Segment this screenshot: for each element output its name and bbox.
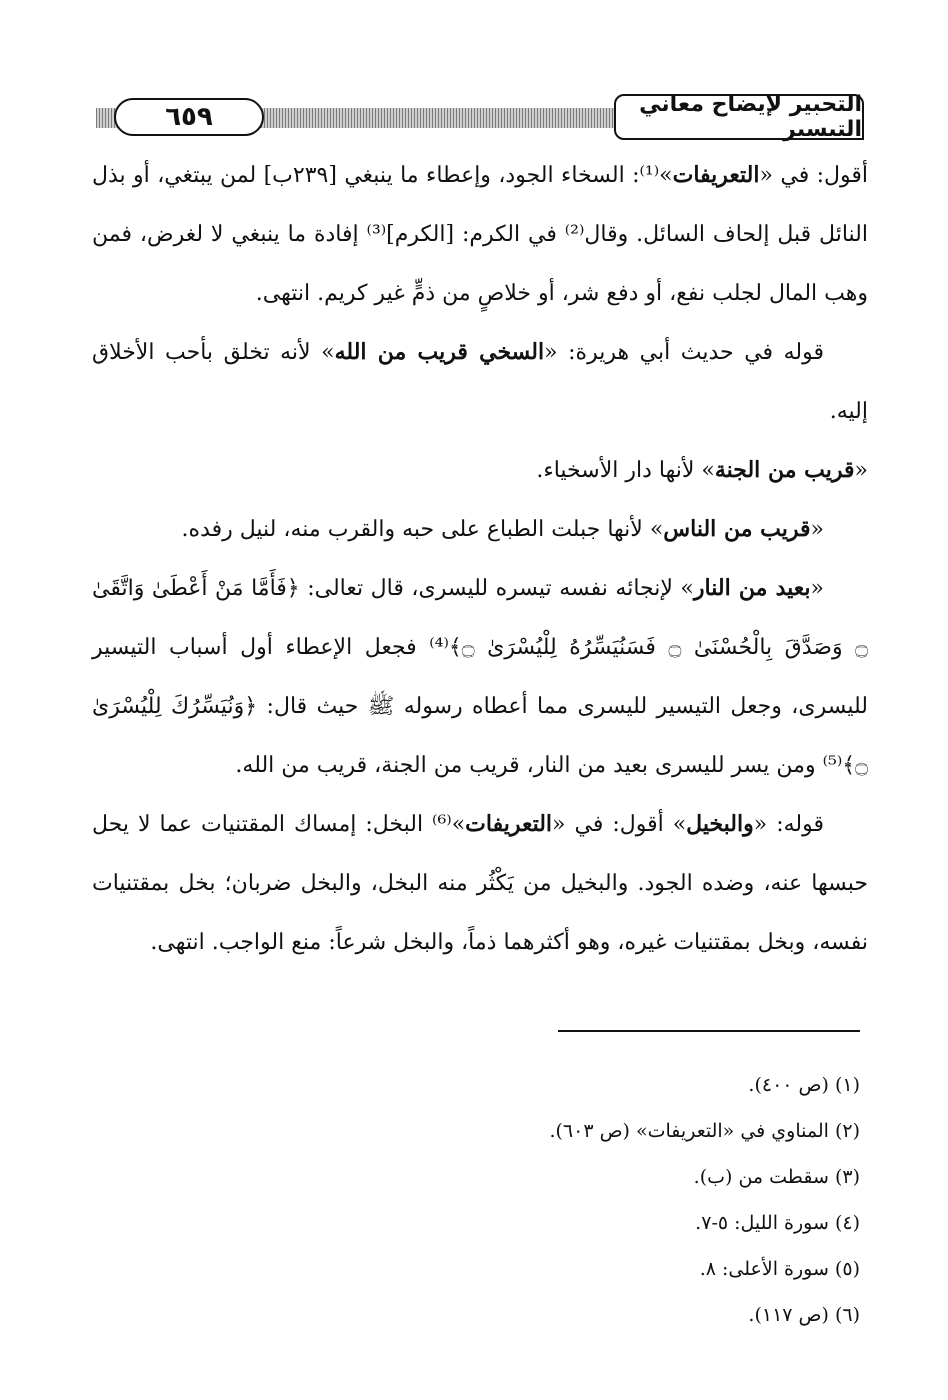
page-header — [96, 94, 864, 144]
quran-verse: ﴿وَنُيَسِّرُكَ لِلْيُسْرَىٰ ۝﴾ — [92, 694, 868, 778]
page-number: ٦٥٩ — [165, 102, 213, 132]
text-run: قوله: « — [753, 812, 824, 837]
paragraph-5 — [92, 559, 868, 795]
footnotes — [440, 1062, 860, 1338]
text-run: « — [810, 517, 824, 542]
paragraph-4 — [92, 500, 868, 559]
book-title: التحبير لإيضاح معاني التيسير — [639, 92, 862, 142]
book-title-frame — [614, 94, 864, 140]
text-run: » لإنجائه نفسه تيسره لليسرى، قال تعالى: — [299, 576, 694, 601]
text-run: »⁽¹⁾: السخاء الجود، وإعطاء ما ينبغي [٢٣٩ب] لمن يبتغي، أو بذل النائل قبل إلحاف السائل. وقال⁽²⁾ في الكرم: [الكرم]⁽³⁾ إفادة ما ينبغي لا لغرض، فمن وهب المال لجلب نفع، أو دفع شر، أو خلاصٍ من ذمٍّ غير كريم. انتهى. — [92, 163, 868, 306]
text-run: أقول: في « — [759, 163, 869, 188]
paragraph-2 — [92, 323, 868, 441]
text-run: « — [810, 576, 825, 601]
footnote-separator — [558, 1030, 860, 1032]
footnote-1: (١) (ص ٤٠٠). — [748, 1074, 860, 1096]
bold-term: التعريفات — [465, 811, 553, 837]
text-run: » أقول: في « — [552, 812, 687, 837]
bold-term: السخي قريب من الله — [334, 339, 545, 365]
footnote-4: (٤) سورة الليل: ٥-٧. — [695, 1212, 860, 1234]
footnote-3: (٣) سقطت من (ب). — [693, 1166, 860, 1188]
text-run: قوله في حديث أبي هريرة: « — [544, 340, 825, 365]
footnote-6: (٦) (ص ١١٧). — [748, 1304, 860, 1326]
paragraph-3 — [92, 441, 868, 500]
text-run: ⁽⁴⁾ فجعل الإعطاء أول أسباب التيسير لليسرى، وجعل التيسير لليسرى مما أعطاه رسوله ﷺ حيث قال: — [92, 635, 868, 719]
main-text — [92, 146, 868, 972]
footnote-2: (٢) المناوي في «التعريفات» (ص ٦٠٣). — [549, 1120, 860, 1142]
bold-term: قريب من الجنة — [714, 457, 855, 483]
text-run: »⁽⁶⁾ البخل: إمساك المقتنيات عما لا يحل حبسها عنه، وضده الجود. والبخيل من يَكْثُر منه البخل، والبخل ضربان؛ بخل بمقتنيات نفسه، وبخل بمقتنيات غيره، وهو أكثرهما ذماً، والبخل شرعاً: منع الواجب. انتهى. — [92, 812, 868, 955]
text-run: « — [854, 458, 868, 483]
footnote-5: (٥) سورة الأعلى: ٨. — [699, 1258, 860, 1280]
bold-term: بعيد من النار — [693, 575, 811, 601]
paragraph-1 — [92, 146, 868, 323]
text-run: » لأنها دار الأسخياء. — [536, 458, 715, 483]
page-number-frame — [114, 98, 264, 136]
text-run: » لأنه تخلق بأحب الأخلاق إليه. — [92, 340, 868, 424]
bold-term: قريب من الناس — [663, 516, 811, 542]
text-run: » لأنها جبلت الطباع على حبه والقرب منه، لنيل رفده. — [181, 517, 664, 542]
text-run: ⁽⁵⁾ ومن يسر لليسرى بعيد من النار، قريب من الجنة، قريب من الله. — [235, 753, 843, 778]
paragraph-6 — [92, 795, 868, 972]
bold-term: والبخيل — [686, 811, 754, 837]
quran-verse: ﴿فَأَمَّا مَنْ أَعْطَىٰ وَاتَّقَىٰ ۝ وَصَدَّقَ بِالْحُسْنَىٰ ۝ فَسَنُيَسِّرُهُ لِلْيُسْرَىٰ ۝﴾ — [92, 576, 868, 660]
bold-term: التعريفات — [672, 162, 760, 188]
